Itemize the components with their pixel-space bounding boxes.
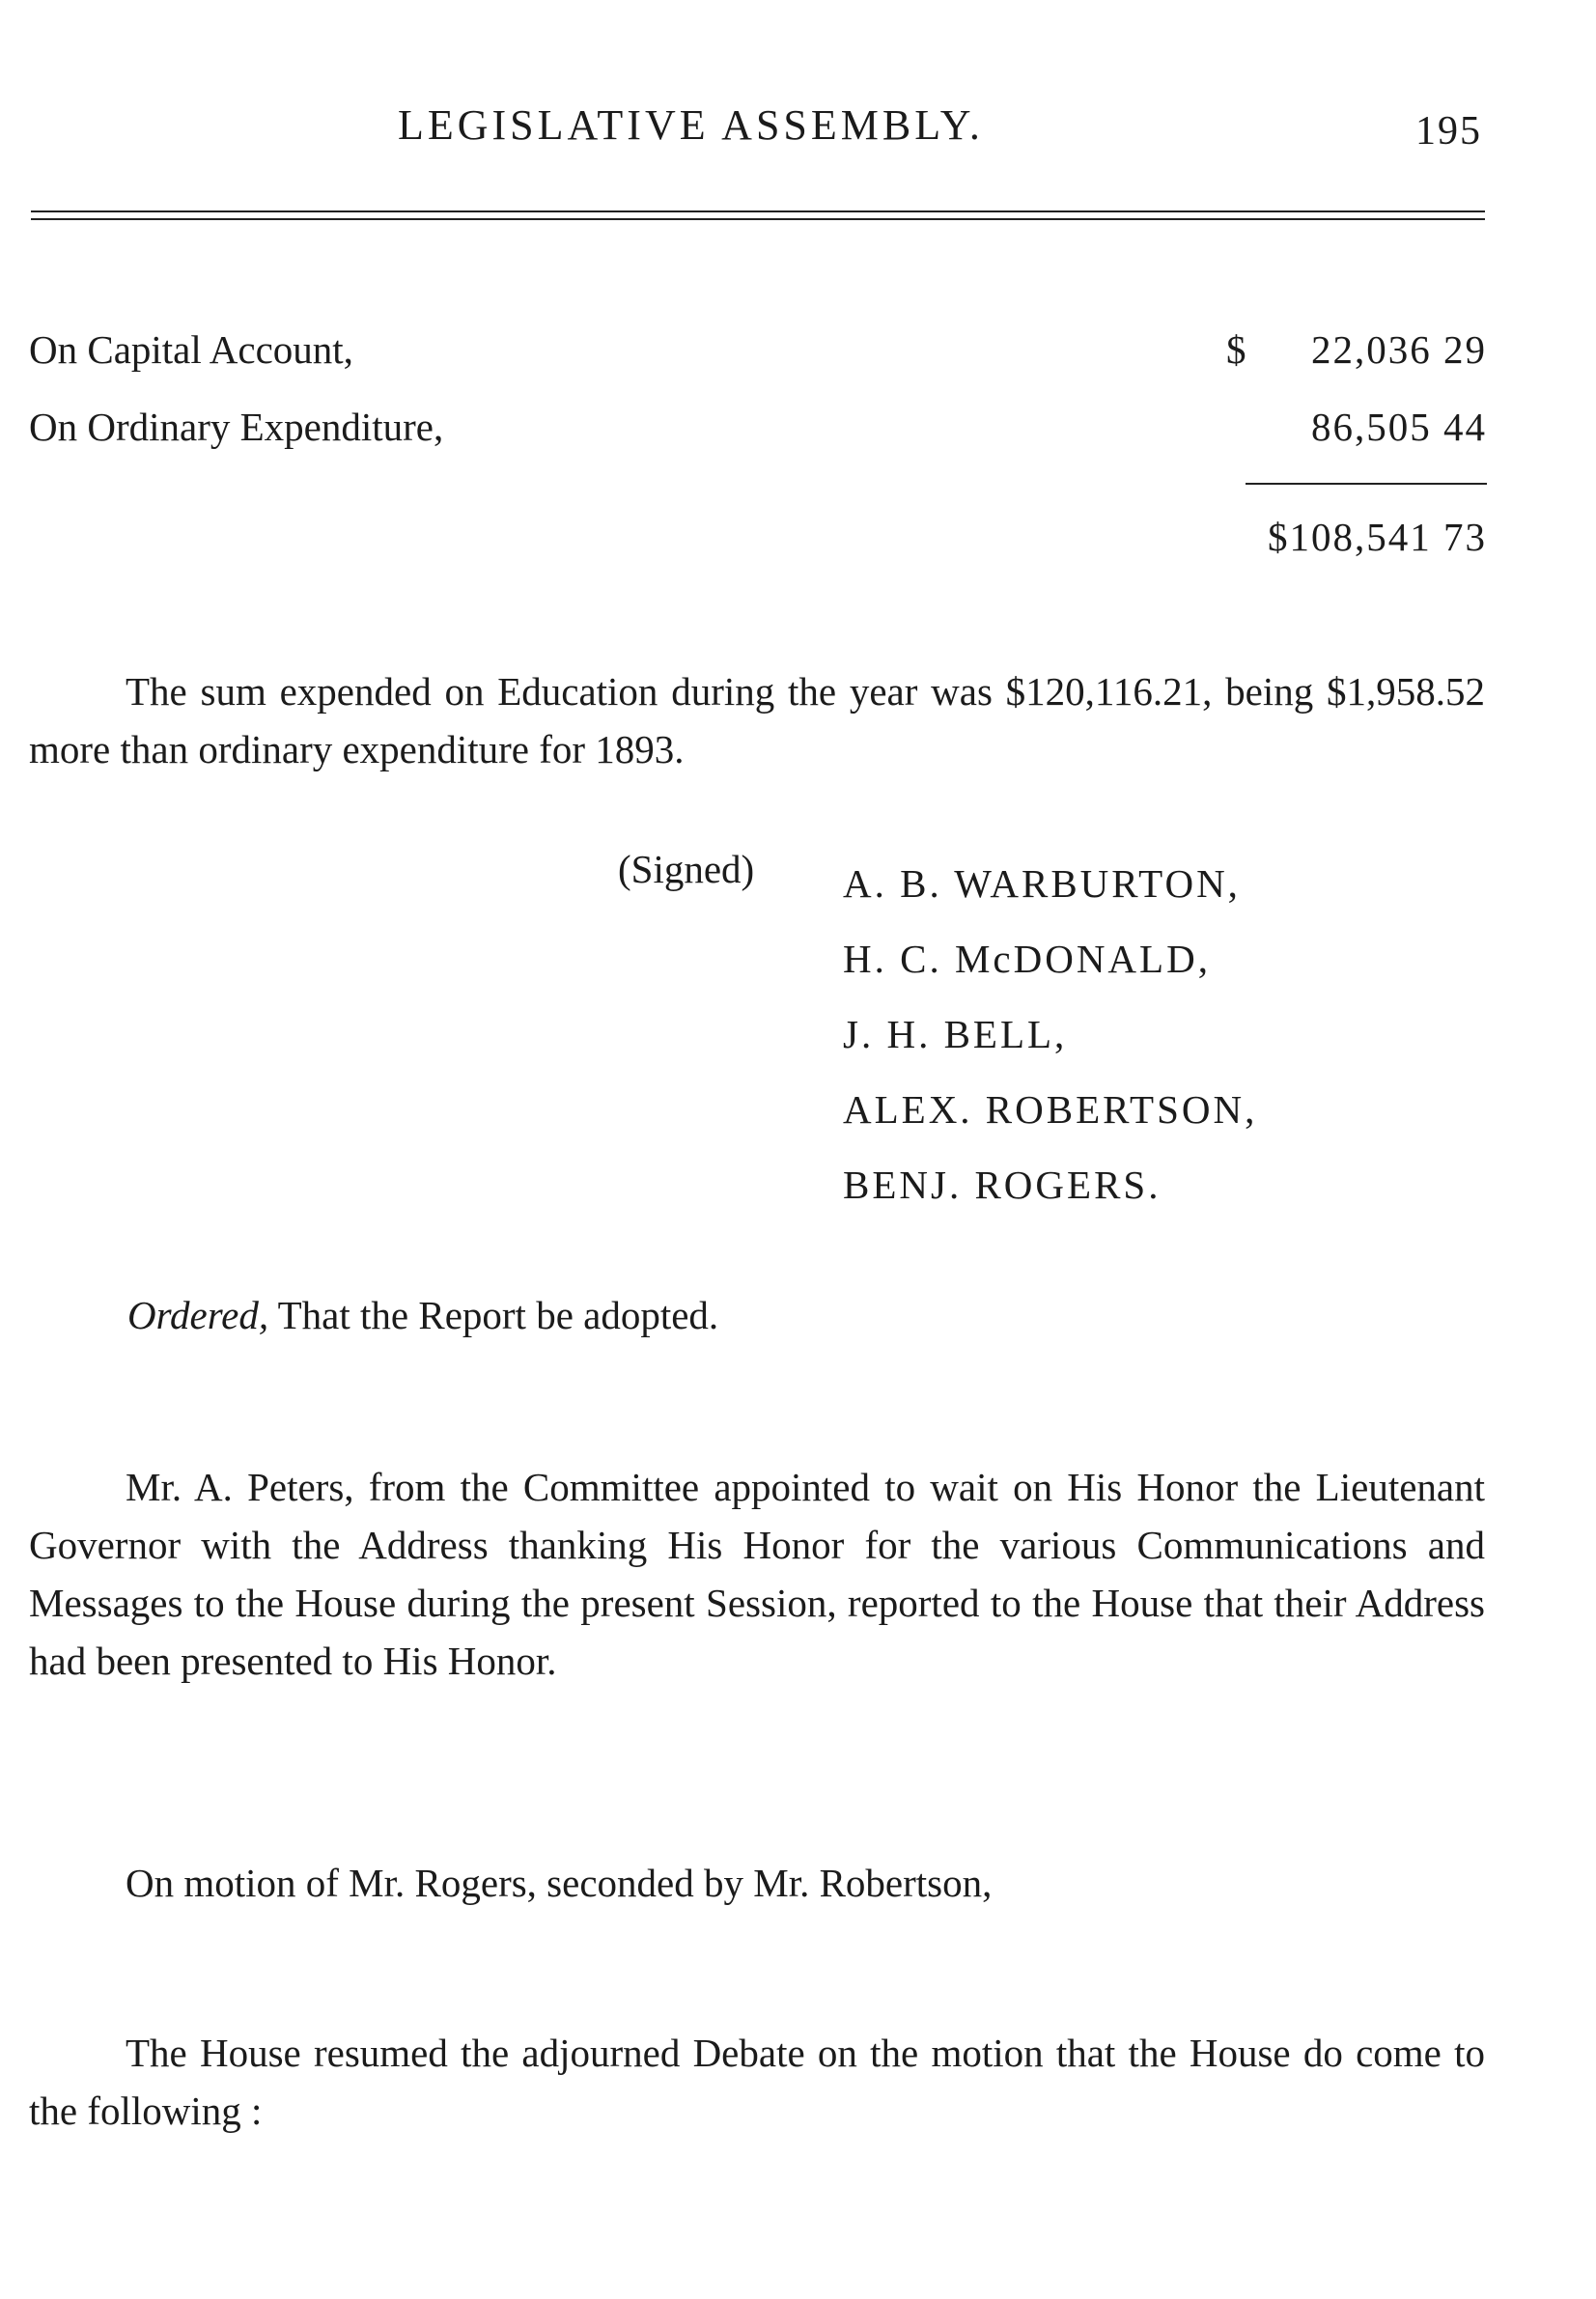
ordered-statement: [127, 1292, 718, 1338]
motion-paragraph: [29, 1854, 1485, 1912]
signatory-name: A. B. WARBURTON,: [843, 861, 1241, 906]
account-label: On Capital Account,: [29, 327, 353, 372]
signatory-name: BENJ. ROGERS.: [843, 1163, 1162, 1207]
signed-label: (Signed): [618, 847, 755, 891]
currency-sign: $: [1226, 327, 1246, 372]
ordered-text: That the Report be adopted.: [277, 1293, 719, 1337]
paragraph-text: Mr. A. Peters, from the Committee appointed to wait on His Honor the Lieutenant Governor with the Address thanking His Honor for the various Communications and Messages to the House during the present Session, reported to the House that their Address had been presented to His Honor.: [29, 1465, 1485, 1683]
signatory-name: J. H. BELL,: [843, 1012, 1068, 1056]
header-rule-bottom: [31, 218, 1485, 220]
signatory-list: [843, 846, 1257, 1222]
page-number: 195: [1415, 109, 1482, 154]
account-label: On Ordinary Expenditure,: [29, 405, 444, 449]
signatory-name: ALEX. ROBERTSON,: [843, 1087, 1258, 1132]
education-paragraph: [29, 662, 1485, 778]
debate-paragraph: [29, 2024, 1485, 2140]
account-amount: 86,505 44: [1311, 405, 1487, 449]
running-head: LEGISLATIVE ASSEMBLY.: [398, 101, 984, 149]
paragraph-text: The sum expended on Education during the year was $120,116.21, being $1,958.52 more than ordinary expenditure for 1893.: [29, 669, 1485, 771]
ordered-word: Ordered,: [127, 1293, 269, 1337]
paragraph-text: On motion of Mr. Rogers, seconded by Mr. Robertson,: [126, 1861, 993, 1905]
account-amount: 22,036 29: [1311, 327, 1487, 372]
account-total: $108,541 73: [1268, 515, 1487, 559]
peters-paragraph: [29, 1458, 1485, 1690]
signatory-name: H. C. McDONALD,: [843, 937, 1211, 981]
header-rule-top: [31, 210, 1485, 212]
sum-rule: [1246, 483, 1487, 485]
paragraph-text: The House resumed the adjourned Debate on the motion that the House do come to the following :: [29, 2031, 1485, 2133]
